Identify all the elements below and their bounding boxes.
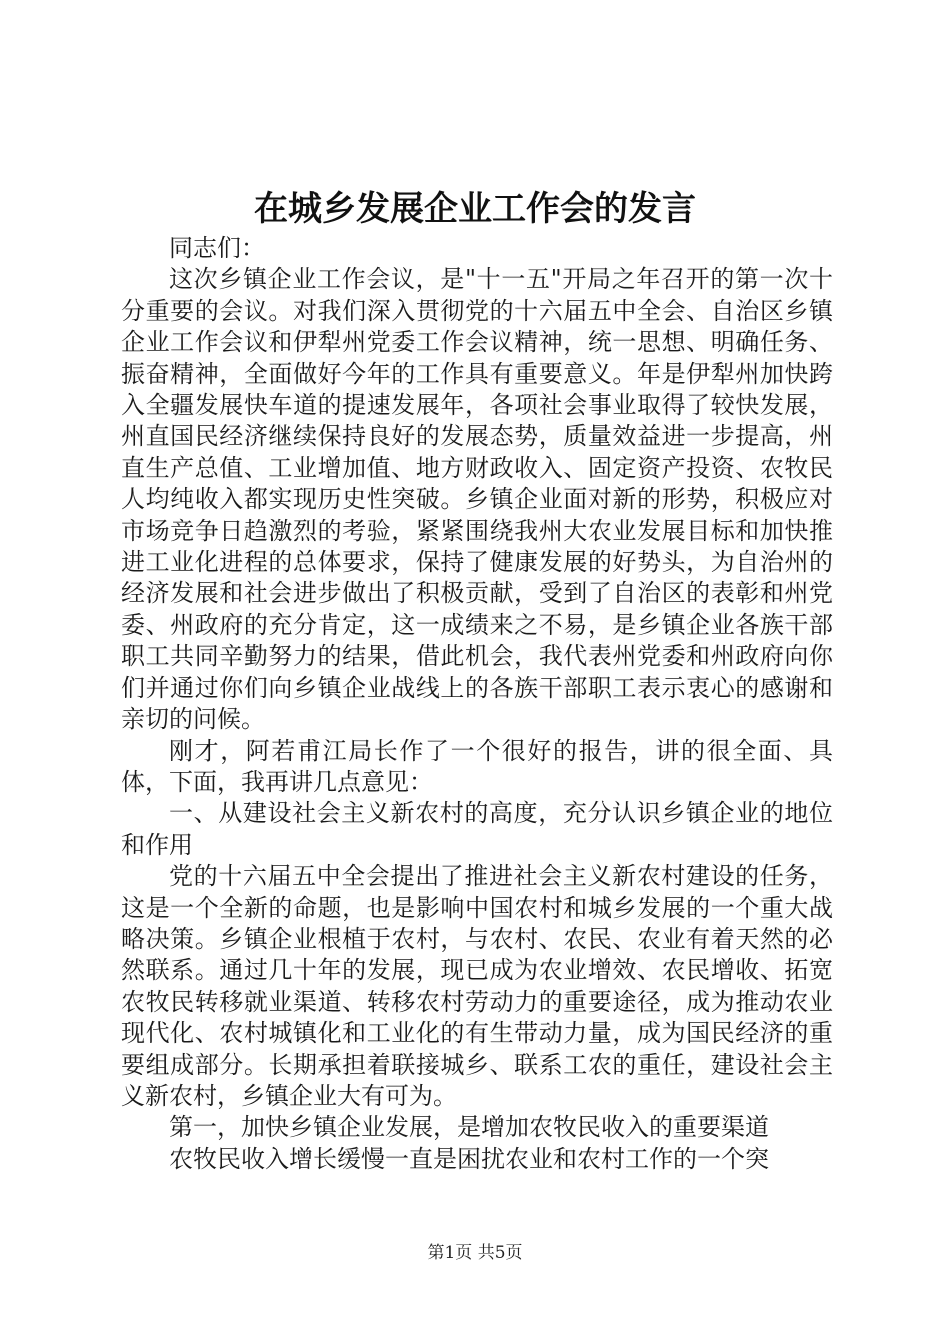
paragraph-salutation: 同志们：: [169, 234, 265, 262]
paragraph-section-1: 党的十六届五中全会提出了推进社会主义新农村建设的任务，这是一个全新的命题，也是影响中国农村和城乡发展的一个重大战略决策。乡镇企业根植于农村，与农村、农民、农业有着天然的必然联系。通过几十年的发展，现已成为农业增效、农民增收、拓宽农牧民转移就业渠道、转移农村劳动力的重要途径，成为推动农业现代化、农村城镇化和工业化的有生带动力量，成为国民经济的重要组成部分。长期承担着联接城乡、联系工农的重任，建设社会主义新农村，乡镇企业大有可为。: [121, 862, 833, 1110]
paragraph-transition: 刚才，阿若甫江局长作了一个很好的报告，讲的很全面、具体，下面，我再讲几点意见：: [121, 736, 833, 796]
document-body: [121, 233, 833, 1175]
document-title: 在城乡发展企业工作会的发言: [254, 189, 696, 229]
page-footer: 第1页 共5页: [427, 1243, 523, 1263]
paragraph-continued: 农牧民收入增长缓慢一直是困扰农业和农村工作的一个突: [169, 1144, 769, 1173]
subheading-first: 第一，加快乡镇企业发展，是增加农牧民收入的重要渠道: [169, 1113, 769, 1142]
paragraph-intro: 这次乡镇企业工作会议，是"十一五"开局之年召开的第一次十分重要的会议。对我们深入贯彻党的十六届五中全会、自治区乡镇企业工作会议和伊犁州党委工作会议精神，统一思想、明确任务、振奋精神，全面做好今年的工作具有重要意义。年是伊犁州加快跨入全疆发展快车道的提速发展年，各项社会事业取得了较快发展，州直国民经济继续保持良好的发展态势，质量效益进一步提高，州直生产总值、工业增加值、地方财政收入、固定资产投资、农牧民人均纯收入都实现历史性突破。乡镇企业面对新的形势，积极应对市场竞争日趋激烈的考验，紧紧围绕我州大农业发展目标和加快推进工业化进程的总体要求，保持了健康发展的好势头，为自治州的经济发展和社会进步做出了积极贡献，受到了自治区的表彰和州党委、州政府的充分肯定，这一成绩来之不易，是乡镇企业各族干部职工共同辛勤努力的结果，借此机会，我代表州党委和州政府向你们并通过你们向乡镇企业战线上的各族干部职工表示衷心的感谢和亲切的问候。: [121, 265, 833, 734]
section-heading-1: 一、从建设社会主义新农村的高度，充分认识乡镇企业的地位和作用: [121, 799, 833, 859]
